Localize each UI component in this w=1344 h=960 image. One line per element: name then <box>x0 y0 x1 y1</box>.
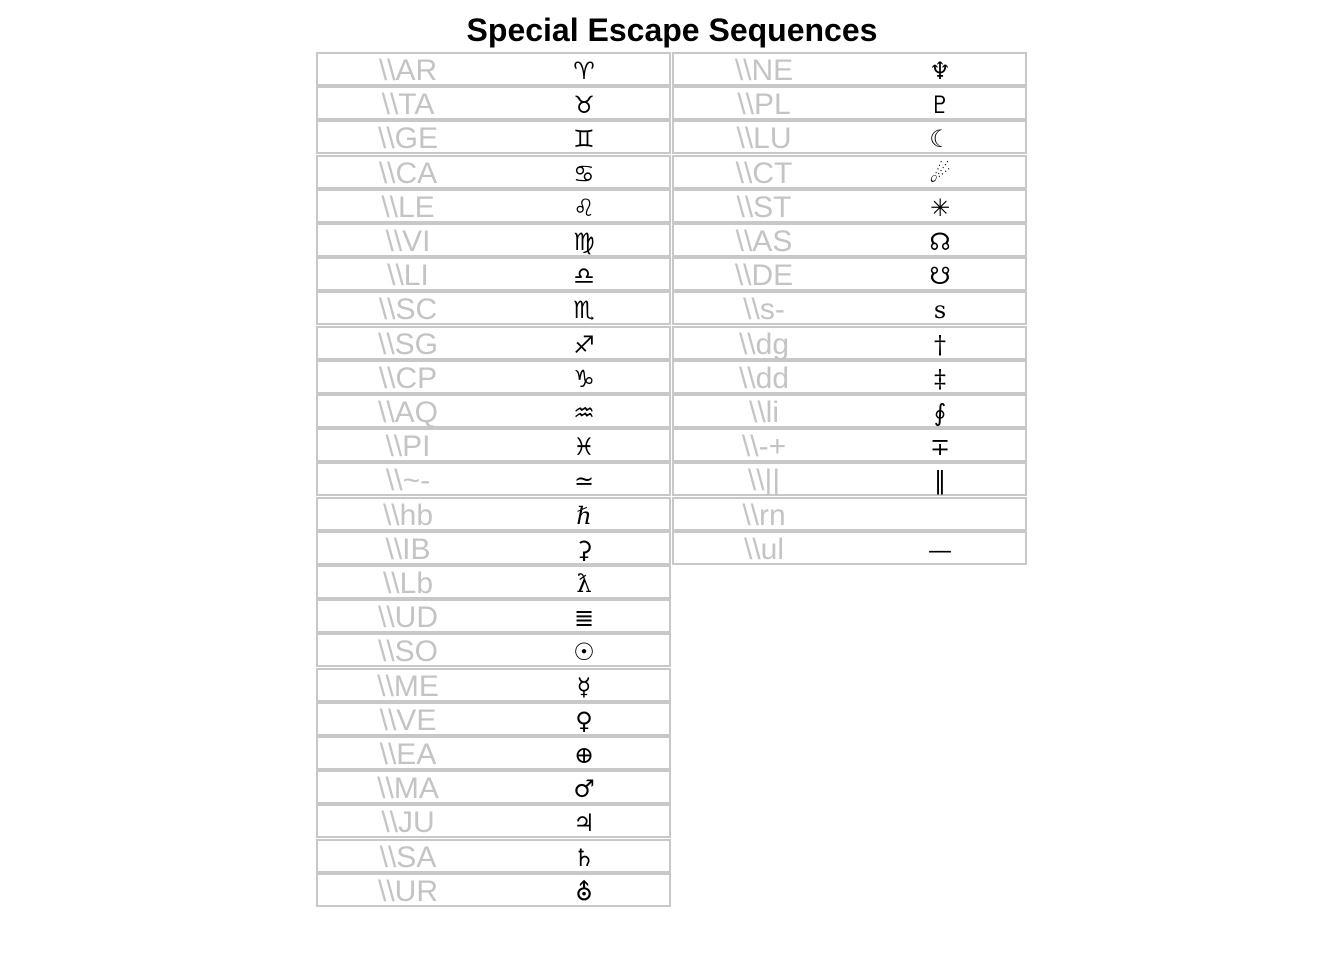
symbol-glyph: ♐ <box>573 330 595 359</box>
escape-code: \\hb <box>382 498 434 532</box>
escape-code: \\s- <box>743 293 785 327</box>
table-row <box>672 257 1027 291</box>
symbol-glyph: ≣ <box>573 604 595 633</box>
symbol-glyph: ♄ <box>573 843 595 872</box>
escape-code: \\dg <box>738 327 790 361</box>
escape-code: \\SC <box>378 293 438 327</box>
symbol-glyph: ⊕ <box>573 741 595 769</box>
symbol-glyph: ♌ <box>573 193 595 222</box>
escape-code: \\IB <box>385 532 431 566</box>
table-row <box>672 497 1027 531</box>
table-row <box>672 531 1027 565</box>
table-row <box>316 223 671 257</box>
table-row <box>316 633 671 667</box>
symbol-glyph: ♂ <box>573 775 595 804</box>
symbol-glyph: ♊ <box>573 125 595 154</box>
symbol-glyph: ♆ <box>929 57 951 85</box>
symbol-glyph: ☾ <box>929 125 951 154</box>
symbol-glyph: ☋ <box>929 262 951 291</box>
table-row <box>316 360 671 394</box>
symbol-glyph: ♃ <box>573 809 595 838</box>
escape-code: \\SA <box>379 840 437 874</box>
table-row <box>672 223 1027 257</box>
symbol-glyph: ♓ <box>573 433 595 462</box>
symbol-glyph: ⚳ <box>575 535 593 564</box>
symbol-glyph: ℏ <box>576 501 592 530</box>
escape-code: \\rn <box>742 498 786 532</box>
symbol-glyph: ♑ <box>573 364 595 393</box>
table-row <box>672 86 1027 120</box>
table-row <box>316 394 671 428</box>
table-row <box>316 599 671 633</box>
escape-code: \\-+ <box>741 430 787 464</box>
symbol-glyph: ☉ <box>573 638 595 667</box>
table-row <box>672 394 1027 428</box>
symbol-glyph: ƛ <box>576 570 592 598</box>
symbol-glyph: ♒ <box>573 399 595 427</box>
table-row <box>316 462 671 496</box>
symbol-glyph <box>904 499 976 533</box>
table-row <box>672 428 1027 462</box>
table-row <box>316 428 671 462</box>
symbol-glyph: ♈ <box>573 57 595 85</box>
symbol-glyph: ♎ <box>573 262 595 291</box>
symbol-glyph: — <box>928 535 952 564</box>
table-row <box>316 257 671 291</box>
table-row <box>672 155 1027 189</box>
symbol-glyph: ♇ <box>929 91 951 120</box>
table-row <box>316 52 671 86</box>
table-row <box>316 531 671 565</box>
escape-code: \\ME <box>377 669 439 703</box>
escape-code: \\SG <box>377 327 438 361</box>
escape-code: \\MA <box>377 772 439 806</box>
table-row <box>316 668 671 702</box>
escape-code: \\EA <box>379 738 437 771</box>
symbol-glyph: ♉ <box>573 91 595 120</box>
symbol-glyph: ☿ <box>576 672 592 701</box>
table-row <box>672 326 1027 360</box>
escape-code: \\dd <box>738 361 790 395</box>
symbol-glyph: ‡ <box>934 364 946 393</box>
table-row <box>316 291 671 325</box>
escape-code: \\UD <box>378 601 438 635</box>
table-row <box>316 702 671 736</box>
table-row <box>316 804 671 838</box>
table-row <box>672 291 1027 325</box>
table-row <box>316 326 671 360</box>
symbol-glyph: ☄ <box>929 159 951 188</box>
table-row <box>316 189 671 223</box>
table-row <box>316 839 671 873</box>
symbol-glyph: ‖ <box>934 467 946 496</box>
escape-code: \\GE <box>377 122 438 156</box>
table-row <box>316 497 671 531</box>
table-row <box>316 120 671 154</box>
escape-code: \\JU <box>381 806 435 840</box>
table-row <box>672 52 1027 86</box>
escape-code: \\CT <box>735 156 793 190</box>
symbol-glyph: ∓ <box>929 433 951 462</box>
escape-code: \\NE <box>734 54 794 87</box>
table-row <box>672 462 1027 496</box>
table-row <box>316 565 671 599</box>
escape-code: \\ST <box>736 190 792 224</box>
escape-code: \\SO <box>377 635 438 669</box>
escape-code: \\ul <box>743 532 785 566</box>
table-row <box>316 873 671 907</box>
escape-code: \\LU <box>736 122 792 156</box>
symbol-glyph: ≃ <box>573 467 595 496</box>
table-row <box>672 189 1027 223</box>
escape-code: \\VE <box>379 703 437 737</box>
table-row <box>672 120 1027 154</box>
table-row <box>316 736 671 770</box>
escape-code: \\LI <box>387 259 429 293</box>
escape-code: \\PL <box>737 88 791 122</box>
escape-code: \\AS <box>735 225 793 258</box>
symbol-glyph: ♋ <box>573 159 595 188</box>
escape-code: \\CA <box>378 156 438 190</box>
escape-code: \\VI <box>385 225 431 258</box>
symbol-glyph: ♏ <box>573 296 595 325</box>
symbol-glyph: ⛢ <box>575 877 593 906</box>
symbol-glyph: ✳ <box>929 193 951 222</box>
escape-code: \\UR <box>378 874 438 908</box>
table-row <box>316 155 671 189</box>
symbol-glyph: ∮ <box>933 399 947 427</box>
escape-code: \\li <box>749 396 779 429</box>
table-row <box>316 86 671 120</box>
symbol-glyph: † <box>934 330 946 359</box>
table-row <box>316 770 671 804</box>
escape-code: \\PI <box>385 430 431 464</box>
escape-code: \\TA <box>381 88 435 122</box>
escape-code: \\|| <box>747 464 781 498</box>
table-row <box>672 360 1027 394</box>
symbol-glyph: ☊ <box>929 228 951 256</box>
symbol-glyph: s <box>933 296 947 325</box>
escape-code: \\AQ <box>377 396 438 429</box>
escape-code: \\DE <box>734 259 794 293</box>
symbol-glyph: ♀ <box>575 706 593 735</box>
escape-code: \\CP <box>378 361 438 395</box>
escape-code: \\Lb <box>382 567 434 600</box>
symbol-glyph: ♍ <box>573 228 595 256</box>
chart-title: Special Escape Sequences <box>466 12 878 48</box>
escape-code: \\AR <box>378 54 438 87</box>
escape-code: \\LE <box>381 190 435 224</box>
escape-code: \\~- <box>385 464 431 498</box>
